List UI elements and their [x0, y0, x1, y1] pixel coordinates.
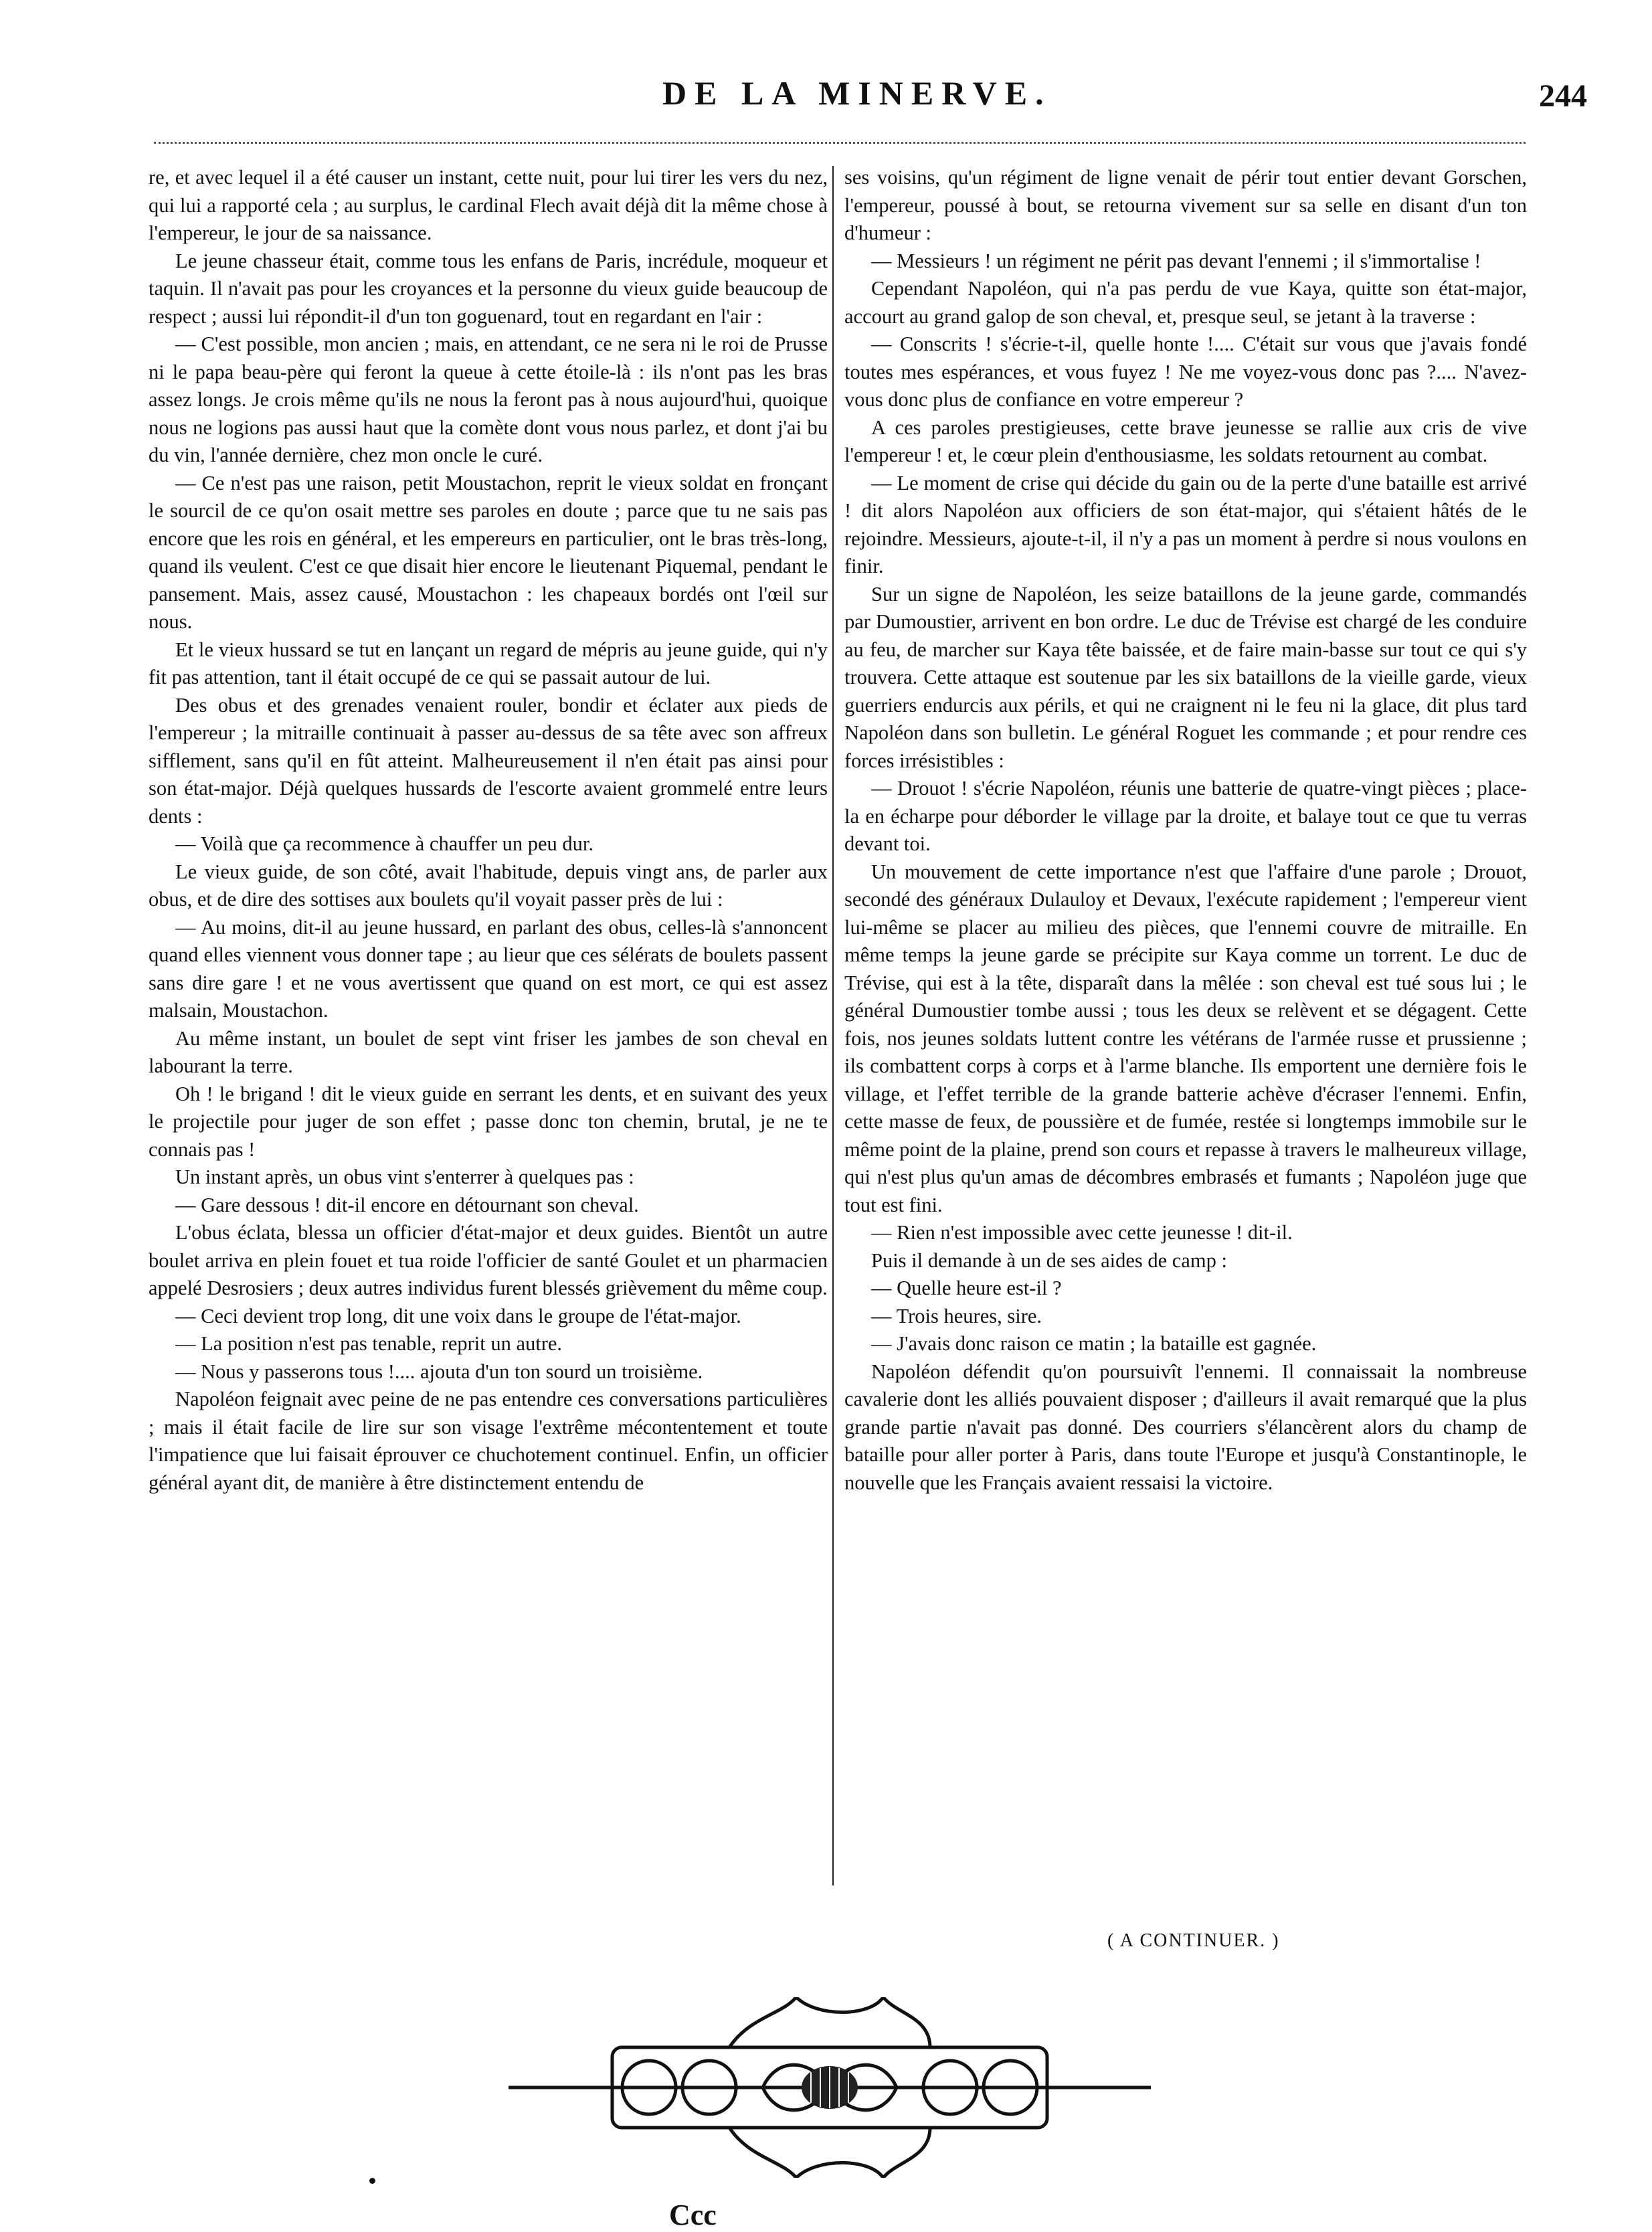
left-column	[149, 164, 828, 2131]
paragraph: A ces paroles prestigieuses, cette brave jeunesse se rallie aux cris de vive l'empereur ! et, le cœur plein d'enthousiasme, les soldats retournent au combat.	[844, 415, 1527, 466]
paragraph: L'obus éclata, blessa un officier d'état-major et deux guides. Bientôt un autre boulet arriva en plein fouet et tua roide l'officier de santé Goulet et un pharmacien appelé Desrosiers ; deux autres individus furent blessés grièvement du même coup.	[149, 1221, 828, 1299]
column-rule	[832, 166, 834, 1885]
continued-note: ( A CONTINUER. )	[1107, 1930, 1280, 1951]
paragraph: re, et avec lequel il a été causer un instant, cette nuit, pour lui tirer les vers du nez, qui lui a rapporté cela ; au surplus, le cardinal Flech avait déjà dit la même chose à l'empereur, le jour de sa naissance.	[149, 166, 828, 244]
paragraph: — C'est possible, mon ancien ; mais, en attendant, ce ne sera ni le roi de Prusse ni le papa beau-père qui feront la queue à cette étoile-là : ils n'ont pas les bras assez longs. Je crois même qu'ils ne nous la feront pas à nous aujourd'hui, quoique nous ne logions pas aussi haut que la comète dont vous nous parlez, et dont j'ai bu du vin, l'année dernière, chez mon oncle le curé.	[149, 333, 828, 466]
paragraph: Puis il demande à un de ses aides de camp :	[871, 1248, 1227, 1272]
paragraph: Napoléon défendit qu'on poursuivît l'ennemi. Il connaissait la nombreuse cavalerie dont les alliés pouvaient disposer ; d'ailleurs il avait remarqué que la plus grande partie n'avait pas donné. Des courriers s'élancèrent alors du champ de bataille pour aller porter à Paris, dans toute l'Europe et jusqu'à Constantinople, le nouvelle que les Français avaient ressaisi la victoire.	[844, 1360, 1527, 1494]
paragraph: — Nous y passerons tous !.... ajouta d'un ton sourd un troisième.	[175, 1360, 703, 1383]
paragraph: — Drouot ! s'écrie Napoléon, réunis une batterie de quatre-vingt pièces ; place-la en écharpe pour déborder le village par la droite, et balaye tout ce que tu verras devant toi.	[844, 777, 1527, 855]
page-header	[0, 74, 1652, 134]
paragraph: — Voilà que ça recommence à chauffer un peu dur.	[175, 832, 594, 855]
paragraph: Cependant Napoléon, qui n'a pas perdu de vue Kaya, quitte son état-major, accourt au grand galop de son cheval, et, presque seul, se jetant à la traverse :	[844, 277, 1527, 328]
paragraph: Des obus et des grenades venaient rouler, bondir et éclater aux pieds de l'empereur ; la mitraille continuait à passer au-dessus de sa tête avec son affreux sifflement, sans qu'il en fût atteint. Malheureusement il n'en était pas ainsi pour son état-major. Déjà quelques hussards de l'escorte avaient grommelé entre leurs dents :	[149, 693, 828, 828]
running-title: DE LA MINERVE.	[662, 74, 1052, 112]
paragraph: Et le vieux hussard se tut en lançant un regard de mépris au jeune guide, qui n'y fit pas attention, tant il était occupé de ce qui se passait autour de lui.	[149, 638, 828, 688]
paragraph: — Conscrits ! s'écrie-t-il, quelle honte !.... C'était sur vous que j'avais fondé toutes mes espérances, et vous fuyez ! Ne me voyez-vous donc pas ?.... N'avez-vous donc plus de confiance en votre empereur ?	[844, 333, 1527, 411]
paragraph: Sur un signe de Napoléon, les seize bataillons de la jeune garde, commandés par Dumoustier, arrivent en bon ordre. Le duc de Trévise est chargé de les conduire au feu, de marcher sur Kaya tête baissée, et de faire main-basse sur tout ce qui s'y trouvera. Cette attaque est soutenue par les six bataillons de la vieille garde, vieux guerriers endurcis aux périls, et qui ne craignent ni le feu ni la glace, dit plus tard Napoléon dans son bulletin. Le général Roguet les commande ; et pour rendre ces forces irrésistibles :	[844, 582, 1527, 772]
paragraph: — J'avais donc raison ce matin ; la bataille est gagnée.	[871, 1332, 1317, 1355]
paragraph: — Le moment de crise qui décide du gain ou de la perte d'une bataille est arrivé ! dit alors Napoléon aux officiers de son état-major, qui s'étaient hâtés de le rejoindre. Messieurs, ajoute-t-il, il n'y a pas un moment à perdre si nous voulons en finir.	[844, 471, 1527, 577]
paragraph: — Ceci devient trop long, dit une voix dans le groupe de l'état-major.	[175, 1304, 741, 1327]
paragraph: — Quelle heure est-il ?	[871, 1277, 1062, 1299]
paragraph: — Au moins, dit-il au jeune hussard, en parlant des obus, celles-là s'annoncent quand elles viennent vous donner tape ; au lieur que ces sélérats de boulets passent sans dire gare ! et ne vous avertissent que quand on est mort, ce qui est assez malsain, Moustachon.	[149, 915, 828, 1022]
decorative-fleuron-icon	[509, 1997, 1151, 2178]
paragraph: Au même instant, un boulet de sept vint friser les jambes de son cheval en labourant la terre.	[149, 1026, 828, 1077]
paragraph: ses voisins, qu'un régiment de ligne venait de périr tout entier devant Gorschen, l'empereur, poussé à bout, se retourna vivement sur sa selle en disant d'un ton d'humeur :	[844, 166, 1527, 244]
paragraph: — Trois heures, sire.	[871, 1304, 1042, 1327]
paragraph: — Gare dessous ! dit-il encore en détournant son cheval.	[175, 1193, 639, 1216]
signature-mark: Ccc	[669, 2199, 717, 2231]
paragraph: Oh ! le brigand ! dit le vieux guide en serrant les dents, et en suivant des yeux le projectile pour juger de son effet ; passe donc ton chemin, brutal, je ne te connais pas !	[149, 1082, 828, 1161]
paragraph: Un mouvement de cette importance n'est que l'affaire d'une parole ; Drouot, secondé des généraux Dulauloy et Devaux, l'exécute rapidement ; l'empereur vient lui-même se placer au milieu des pièces, que l'ennemi couvre de mitraille. En même temps la jeune garde se précipite sur Kaya comme un torrent. Le duc de Trévise, qui est à la tête, disparaît dans la mêlée : son cheval est tué sous lui ; le général Dumoustier tombe aussi ; tous les deux se relèvent et se dégagent. Cette fois, nos jeunes soldats luttent contre les vétérans de l'armée russe et prussienne ; ils combattent corps à corps et à l'arme blanche. Ils emportent une dernière fois le village, et l'effet terrible de la grande batterie achève d'écraser l'ennemi. Enfin, cette masse de feux, de poussière et de fumée, restée si longtemps immobile sur le même point de la plaine, prend son cours et repasse à travers le malheureux village, qui n'est plus qu'un amas de décombres embrasés et fumants ; Napoléon juge que tout est fini.	[844, 860, 1527, 1216]
page-number: 244	[1539, 78, 1587, 114]
paragraph: Le jeune chasseur était, comme tous les enfans de Paris, incrédule, moqueur et taquin. Il n'avait pas pour les croyances et la personne du vieux guide beaucoup de respect ; aussi lui répondit-il d'un ton goguenard, tout en regardant en l'air :	[149, 249, 828, 328]
paragraph: — Ce n'est pas une raison, petit Moustachon, reprit le vieux soldat en fronçant le sourcil de ce qu'on osait mettre ses paroles en doute ; parce que tu ne sais pas encore que les rois en général, et les empereurs en particulier, ont le bras très-long, quand ils veulent. C'est ce que disait hier encore le lieutenant Piquemal, pendant le pansement. Mais, assez causé, Moustachon : les chapeaux bordés ont l'œil sur nous.	[149, 471, 828, 633]
paragraph: Un instant après, un obus vint s'enterrer à quelques pas :	[175, 1166, 634, 1188]
header-rule	[154, 142, 1526, 144]
paragraph: Le vieux guide, de son côté, avait l'habitude, depuis vingt ans, de parler aux obus, et de dire des sottises aux boulets qu'il voyait passer près de lui :	[149, 860, 828, 911]
paragraph: — Rien n'est impossible avec cette jeunesse ! dit-il.	[871, 1221, 1293, 1244]
paragraph: Napoléon feignait avec peine de ne pas entendre ces conversations particulières ; mais il était facile de lire sur son visage l'extrême mécontentement et toute l'impatience que lui faisait éprouver ce chuchotement continuel. Enfin, un officier général ayant dit, de manière à être distinctement entendu de	[149, 1388, 828, 1494]
paragraph: — Messieurs ! un régiment ne périt pas devant l'ennemi ; il s'immortalise !	[871, 249, 1481, 272]
ink-dot	[369, 2178, 375, 2184]
right-column	[844, 164, 1527, 2131]
paragraph: — La position n'est pas tenable, reprit un autre.	[175, 1332, 563, 1355]
